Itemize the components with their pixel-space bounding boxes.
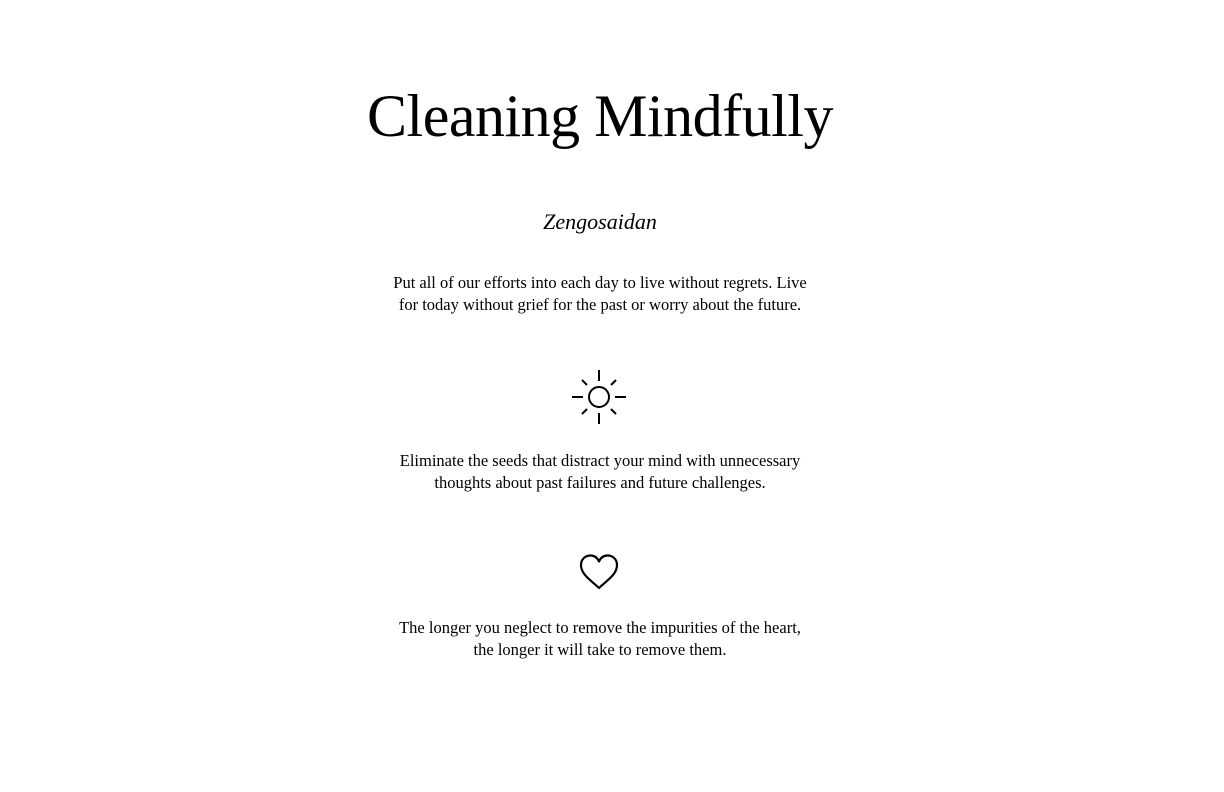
sun-icon (570, 368, 628, 426)
heart-icon (578, 553, 620, 591)
paragraph-1: Put all of our efforts into each day to live without regrets. Live for today without grief for the past or worry about the future. (393, 273, 807, 314)
paragraph-2: Eliminate the seeds that distract your mind with unnecessary thoughts about past failures and future challenges. (399, 451, 801, 492)
author-subtitle: Zengosaidan (543, 209, 657, 234)
paragraph-3: The longer you neglect to remove the impurities of the heart, the longer it will take to remove them. (399, 618, 801, 659)
page-title: Cleaning Mindfully (367, 83, 833, 149)
